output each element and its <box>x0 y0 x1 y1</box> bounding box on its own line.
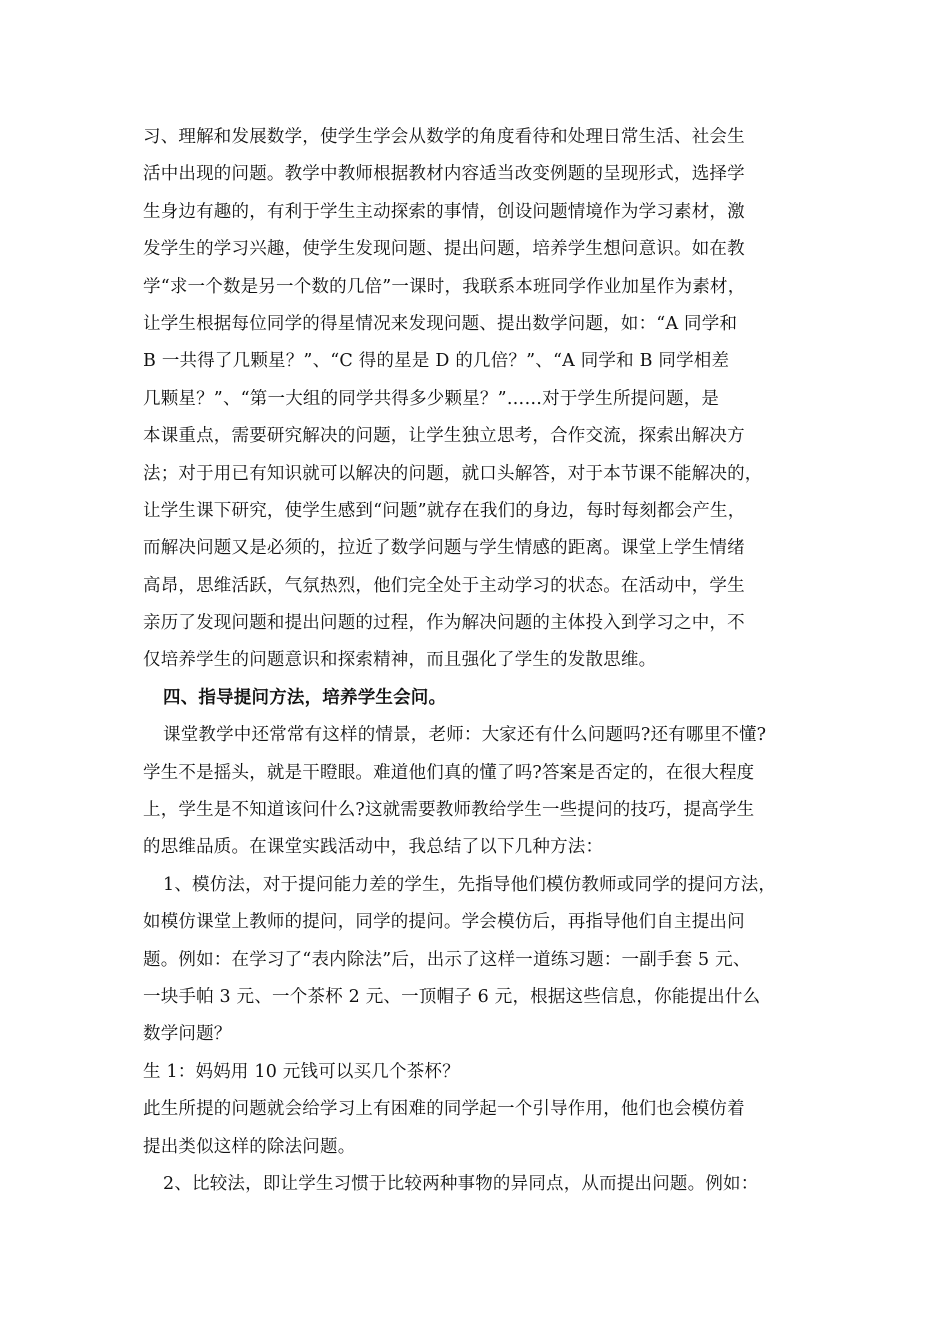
text-line: 而解决问题又是必须的，拉近了数学问题与学生情感的距离。课堂上学生情绪 <box>143 538 745 559</box>
text-line: 提出类似这样的除法问题。 <box>143 1136 356 1157</box>
text-line: 生身边有趣的，有利于学生主动探索的事情，创设问题情境作为学习素材，激 <box>143 201 745 222</box>
text-line: 上，学生是不知道该问什么?这就需要教师教给学生一些提问的技巧，提高学生 <box>143 800 755 821</box>
text-line: 高昂，思维活跃，气氛热烈，他们完全处于主动学习的状态。在活动中，学生 <box>143 575 745 596</box>
text-line: 2、比较法，即让学生习惯于比较两种事物的异同点，从而提出问题。例如： <box>163 1173 759 1194</box>
text-line: 题。例如：在学习了“表内除法”后，出示了这样一道练习题：一副手套 5 元、 <box>143 949 751 970</box>
text-line: 发学生的学习兴趣，使学生发现问题、提出问题，培养学生想问意识。如在教 <box>143 239 745 260</box>
text-line: 数学问题？ <box>143 1024 232 1045</box>
text-line: 几颗星？”、“第一大组的同学共得多少颗星？”……对于学生所提问题，是 <box>143 388 720 409</box>
section-heading: 四、指导提问方法，培养学生会问。 <box>163 687 447 708</box>
text-line: B 一共得了几颗星？”、“C 得的星是 D 的几倍？”、“A 同学和 B 同学相差 <box>143 351 730 372</box>
text-line: 1、模仿法，对于提问能力差的学生，先指导他们模仿教师或同学的提问方法， <box>163 874 777 895</box>
text-line: 让学生根据每位同学的得星情况来发现问题、提出数学问题，如：“A 同学和 <box>143 313 738 334</box>
text-line: 此生所提的问题就会给学习上有困难的同学起一个引导作用，他们也会模仿着 <box>143 1099 745 1120</box>
text-line: 习、理解和发展数学，使学生学会从数学的角度看待和处理日常生活、社会生 <box>143 127 745 147</box>
text-line: 本课重点，需要研究解决的问题，让学生独立思考，合作交流，探索出解决方 <box>143 426 745 447</box>
text-line: 亲历了发现问题和提出问题的过程，作为解决问题的主体投入到学习之中，不 <box>143 613 745 634</box>
text-line: 学生不是摇头，就是干瞪眼。难道他们真的懂了吗?答案是否定的，在很大程度 <box>143 762 755 783</box>
text-line: 仅培养学生的问题意识和探索精神，而且强化了学生的发散思维。 <box>143 650 657 671</box>
text-line: 课堂教学中还常常有这样的情景，老师：大家还有什么问题吗?还有哪里不懂? <box>163 725 767 746</box>
text-line: 让学生课下研究，使学生感到“问题”就存在我们的身边，每时每刻都会产生， <box>143 500 746 521</box>
text-line: 法；对于用已有知识就可以解决的问题，就口头解答，对于本节课不能解决的， <box>143 463 763 484</box>
text-line: 生 1：妈妈用 10 元钱可以买几个茶杯？ <box>143 1061 460 1082</box>
text-line: 一块手帕 3 元、一个茶杯 2 元、一顶帽子 6 元，根据这些信息，你能提出什么 <box>143 986 761 1007</box>
text-line: 学“求一个数是另一个数的几倍”一课时，我联系本班同学作业加星作为素材， <box>143 276 746 297</box>
document-body <box>143 119 808 1203</box>
text-line: 的思维品质。在课堂实践活动中，我总结了以下几种方法： <box>143 837 604 858</box>
text-line: 如模仿课堂上教师的提问，同学的提问。学会模仿后，再指导他们自主提出问 <box>143 912 745 933</box>
text-line: 活中出现的问题。教学中教师根据教材内容适当改变例题的呈现形式，选择学 <box>143 164 745 185</box>
